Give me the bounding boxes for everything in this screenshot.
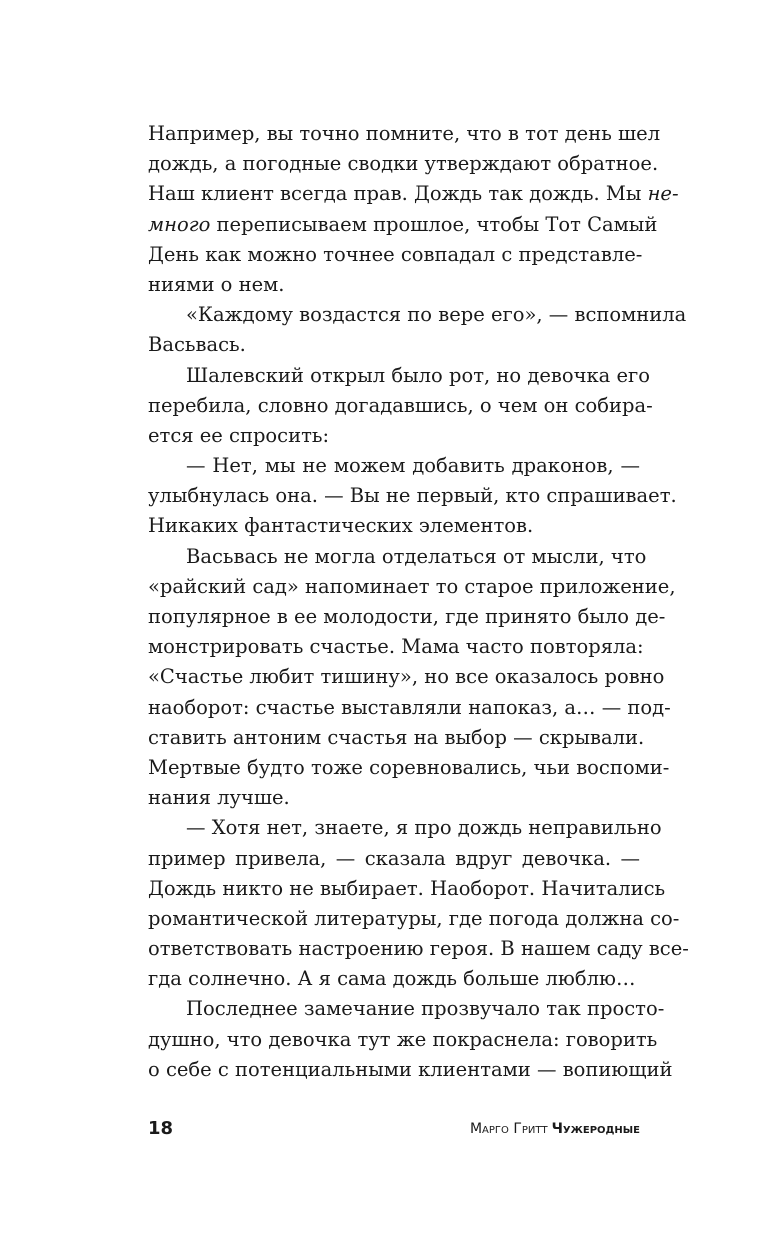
text-run: Наш клиент всегда прав. Дождь так дождь. Мы (148, 182, 648, 206)
text-line: пример привела, — сказала вдруг девочка. — (148, 846, 640, 870)
text-line: «Счастье любит тишину», но все оказалось ровно (148, 665, 665, 689)
text-line: романтической литературы, где погода должна со- (148, 906, 680, 930)
text-line: День как можно точнее совпадал с представле- (148, 242, 643, 266)
text-line: Васьвась. (148, 333, 246, 357)
body-text (148, 119, 689, 1085)
text-line: о себе с потенциальными клиентами — вопиющий (148, 1057, 673, 1081)
text-line: нания лучше. (148, 786, 290, 810)
text-line: дождь, а погодные сводки утверждают обратное. (148, 152, 659, 176)
text-line: наоборот: счастье выставляли напоказ, а… — под- (148, 695, 671, 719)
author-name: Марго Гритт (469, 1121, 548, 1137)
text-line: Последнее замечание прозвучало так просто- (186, 997, 665, 1021)
text-line (148, 210, 658, 240)
text-line: улыбнулась она. — Вы не первый, кто спрашивает. (148, 484, 677, 508)
text-line: — Нет, мы не можем добавить драконов, — (186, 454, 640, 478)
text-line: Никаких фантастических элементов. (148, 514, 534, 538)
text-line: «райский сад» напоминает то старое приложение, (148, 574, 676, 598)
page-number: 18 (148, 1118, 174, 1139)
text-line: Мертвые будто тоже соревновались, чьи воспоми- (148, 755, 670, 779)
text-line: ется ее спросить: (148, 423, 330, 447)
text-line: Дождь никто не выбирает. Наоборот. Начитались (148, 876, 666, 900)
book-title: Чужеродные (551, 1121, 640, 1137)
text-line (148, 179, 679, 209)
italic-text: не- (647, 182, 679, 206)
text-line: «Каждому воздастся по вере его», — вспомнила (186, 303, 687, 327)
text-line: монстрировать счастье. Мама часто повторяла: (148, 635, 644, 659)
text-line: Васьвась не могла отделаться от мысли, что (186, 544, 647, 568)
text-line: душно, что девочка тут же покраснела: говорить (148, 1027, 658, 1051)
text-line: Шалевский открыл было рот, но девочка его (186, 363, 650, 387)
page-footer (148, 1118, 640, 1144)
text-run: переписываем прошлое, чтобы Тот Самый (210, 212, 658, 236)
running-head (470, 1121, 640, 1137)
text-line: перебила, словно догадавшись, о чем он собира- (148, 393, 653, 417)
italic-text: много (148, 212, 211, 236)
text-line: Например, вы точно помните, что в тот день шел (148, 122, 661, 145)
text-line: популярное в ее молодости, где принято было де- (148, 605, 666, 628)
text-line: ставить антоним счастья на выбор — скрывали. (148, 725, 645, 749)
text-line: ниями о нем. (148, 272, 285, 296)
text-line: — Хотя нет, знаете, я про дождь неправильно (186, 816, 662, 840)
text-line: гда солнечно. А я сама дождь больше люблю… (148, 967, 636, 991)
text-line: ответствовать настроению героя. В нашем саду все- (148, 937, 689, 961)
